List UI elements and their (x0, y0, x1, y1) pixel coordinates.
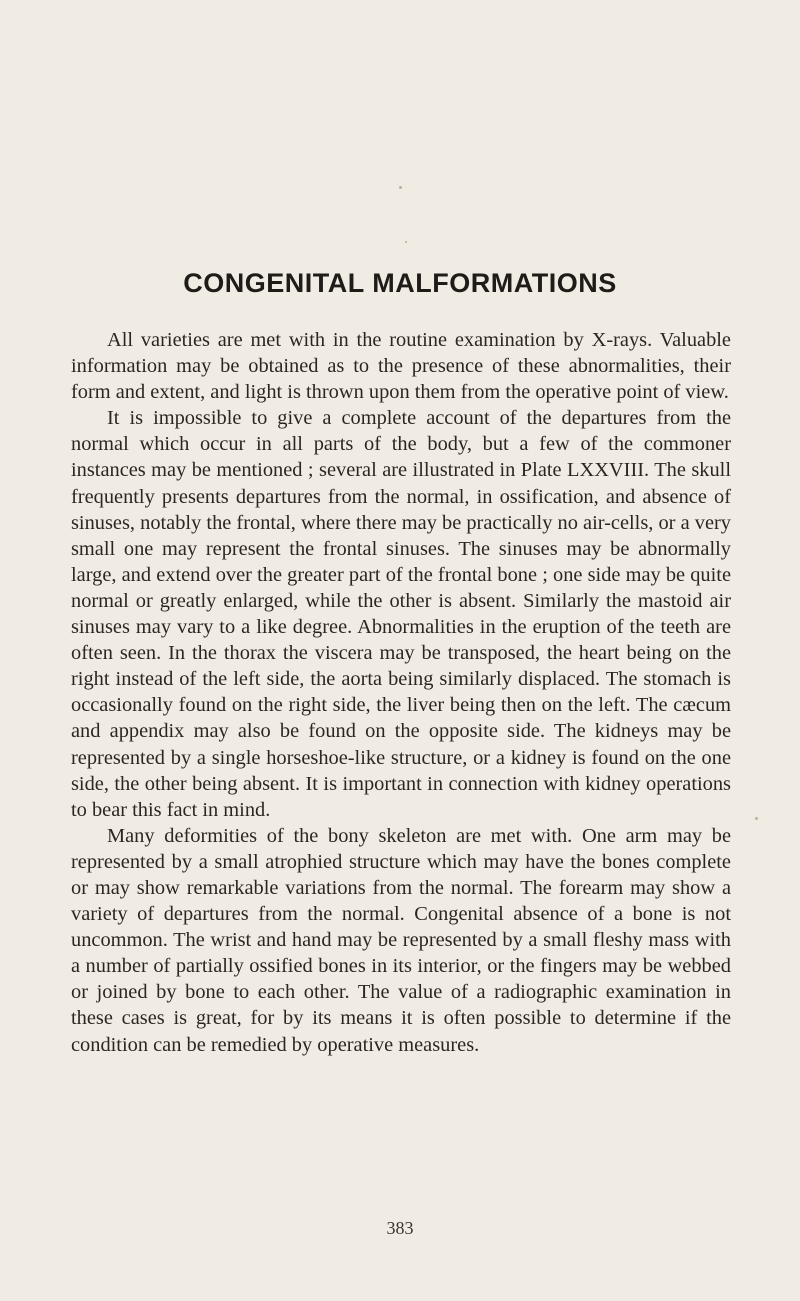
paragraph: Many deformities of the bony skeleton are met with. One arm may be represented by a small atrophied structure which may have the bones complete or may show remarkable variations from the normal. The forearm may show a variety of departures from the normal. Congenital absence of a bone is not uncommon. The wrist and hand may be represented by a small fleshy mass with a number of partially ossified bones in its interior, or the fingers may be webbed or joined by bone to each other. The value of a radiographic examination in these cases is great, for by its means it is often possible to determine if the condition can be remedied by operative measures. (71, 824, 731, 1056)
paragraph: All varieties are met with in the routine examination by X-rays. Valuable information may be obtained as to the presence of these abnormalities, their form and extent, and light is thrown upon them from the operative point of view. (71, 329, 731, 404)
paragraph: It is impossible to give a complete account of the departures from the normal which occur in all parts of the body, but a few of the commoner instances may be mentioned ; several are illustrated in Plate LXXVIII. The skull frequently presents departures from the normal, in ossification, and absence of sinuses, notably the frontal, where there may be practically no air-cells, or a very small one may represent the frontal sinuses. The sinuses may be abnormally large, and extend over the greater part of the frontal bone ; one side may be quite normal or greatly enlarged, while the other is absent. Similarly the mastoid air sinuses may vary to a like degree. Abnormalities in the eruption of the teeth are often seen. In the thorax the viscera may be transposed, the heart being on the right instead of the left side, the aorta being similarly displaced. The stomach is occasionally found on the right side, the liver being then on the left. The cæcum and appendix may also be found on the opposite side. The kidneys may be represented by a single horseshoe-like structure, or a kidney is found on the one side, the other being absent. It is important in connection with kidney operations to bear this fact in mind. (71, 407, 731, 821)
page-number: 383 (386, 1218, 414, 1238)
body-text (71, 327, 731, 1058)
paper-speck (399, 186, 402, 189)
chapter-title: CONGENITAL MALFORMATIONS (183, 268, 617, 298)
paper-speck (405, 241, 407, 243)
paper-speck (755, 817, 758, 820)
